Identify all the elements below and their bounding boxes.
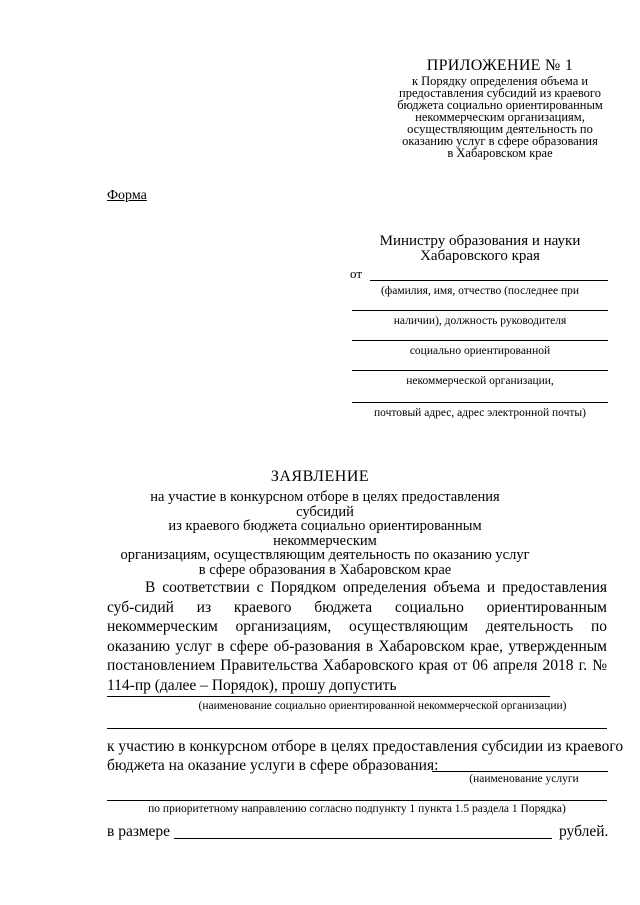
fill-line-service-2[interactable] (107, 800, 607, 801)
addressee (352, 234, 608, 264)
appendix-line: некоммерческим организациям, (415, 110, 585, 124)
caption-direction: по приоритетному направлению согласно подпункту 1 пункта 1.5 раздела 1 Порядка) (148, 803, 566, 815)
appendix-line: бюджета социально ориентированным (397, 98, 603, 112)
fill-line-applicant-2[interactable] (352, 310, 608, 311)
caption-position: наличии), должность руководителя (393, 315, 567, 327)
subtitle-line: организациям, осуществляющим деятельность по оказанию услуг (120, 547, 530, 563)
appendix-line: в Хабаровском крае (447, 146, 553, 160)
appendix-header (375, 56, 625, 159)
fill-line-applicant-1[interactable] (370, 280, 608, 281)
caption-social: социально ориентированной (409, 345, 551, 357)
form-label: Форма (107, 188, 147, 203)
appendix-line: осуществляющим деятельность по (407, 122, 593, 136)
fill-line-applicant-4[interactable] (352, 370, 608, 371)
subtitle-line: в сфере образования в Хабаровском крае (198, 561, 452, 578)
from-label: от (350, 266, 363, 281)
caption-fio: (фамилия, имя, отчество (последнее при (380, 285, 580, 297)
appendix-line: предоставления субсидий из краевого (399, 86, 601, 100)
caption-service: (наименование услуги (469, 773, 579, 785)
fill-line-org-name-2[interactable] (107, 728, 607, 729)
fill-line-service[interactable] (432, 771, 608, 772)
subtitle-line: на участие в конкурсном отборе в целях предоставления субсидий (150, 489, 500, 520)
appendix-title: ПРИЛОЖЕНИЕ № 1 (426, 57, 574, 74)
participation-line-2: бюджета на оказание услуги в сфере образования: (107, 757, 439, 774)
caption-org-name: (наименование социально ориентированной некоммерческой организации) (198, 700, 567, 712)
appendix-line: к Порядку определения объема и (411, 74, 589, 88)
fill-line-applicant-5[interactable] (352, 402, 608, 403)
participation-line-1: к участию в конкурсном отборе в целях предоставления субсидии из краевого (107, 738, 624, 755)
fill-line-amount[interactable] (174, 838, 552, 839)
addressee-line: Хабаровского края (420, 248, 540, 264)
fill-line-applicant-3[interactable] (352, 340, 608, 341)
subtitle-line: из краевого бюджета социально ориентированным некоммерческим (168, 518, 482, 549)
document-subtitle (120, 490, 530, 577)
amount-label: в размере (107, 823, 171, 840)
body-paragraph: В соответствии с Порядком определения объема и предоставления суб-сидий из краевого бюджета социально ориентированным некоммерческим организациям, осуществляющим деятельность по оказанию услуг в сфере об-разования в Хабаровском крае, утвержденным постановлением Правительства Хабаровского края от 06 апреля 2018 г. № 114-пр (далее – Порядок), прошу допустить (107, 579, 607, 694)
document-title: ЗАЯВЛЕНИЕ (270, 468, 370, 485)
fill-line-org-name[interactable] (107, 696, 550, 697)
caption-address: почтовый адрес, адрес электронной почты) (374, 407, 586, 419)
amount-unit: рублей. (559, 823, 609, 840)
addressee-line: Министру образования и науки (379, 233, 581, 249)
appendix-line: оказанию услуг в сфере образования (402, 134, 598, 148)
caption-org: некоммерческой организации, (406, 375, 554, 387)
